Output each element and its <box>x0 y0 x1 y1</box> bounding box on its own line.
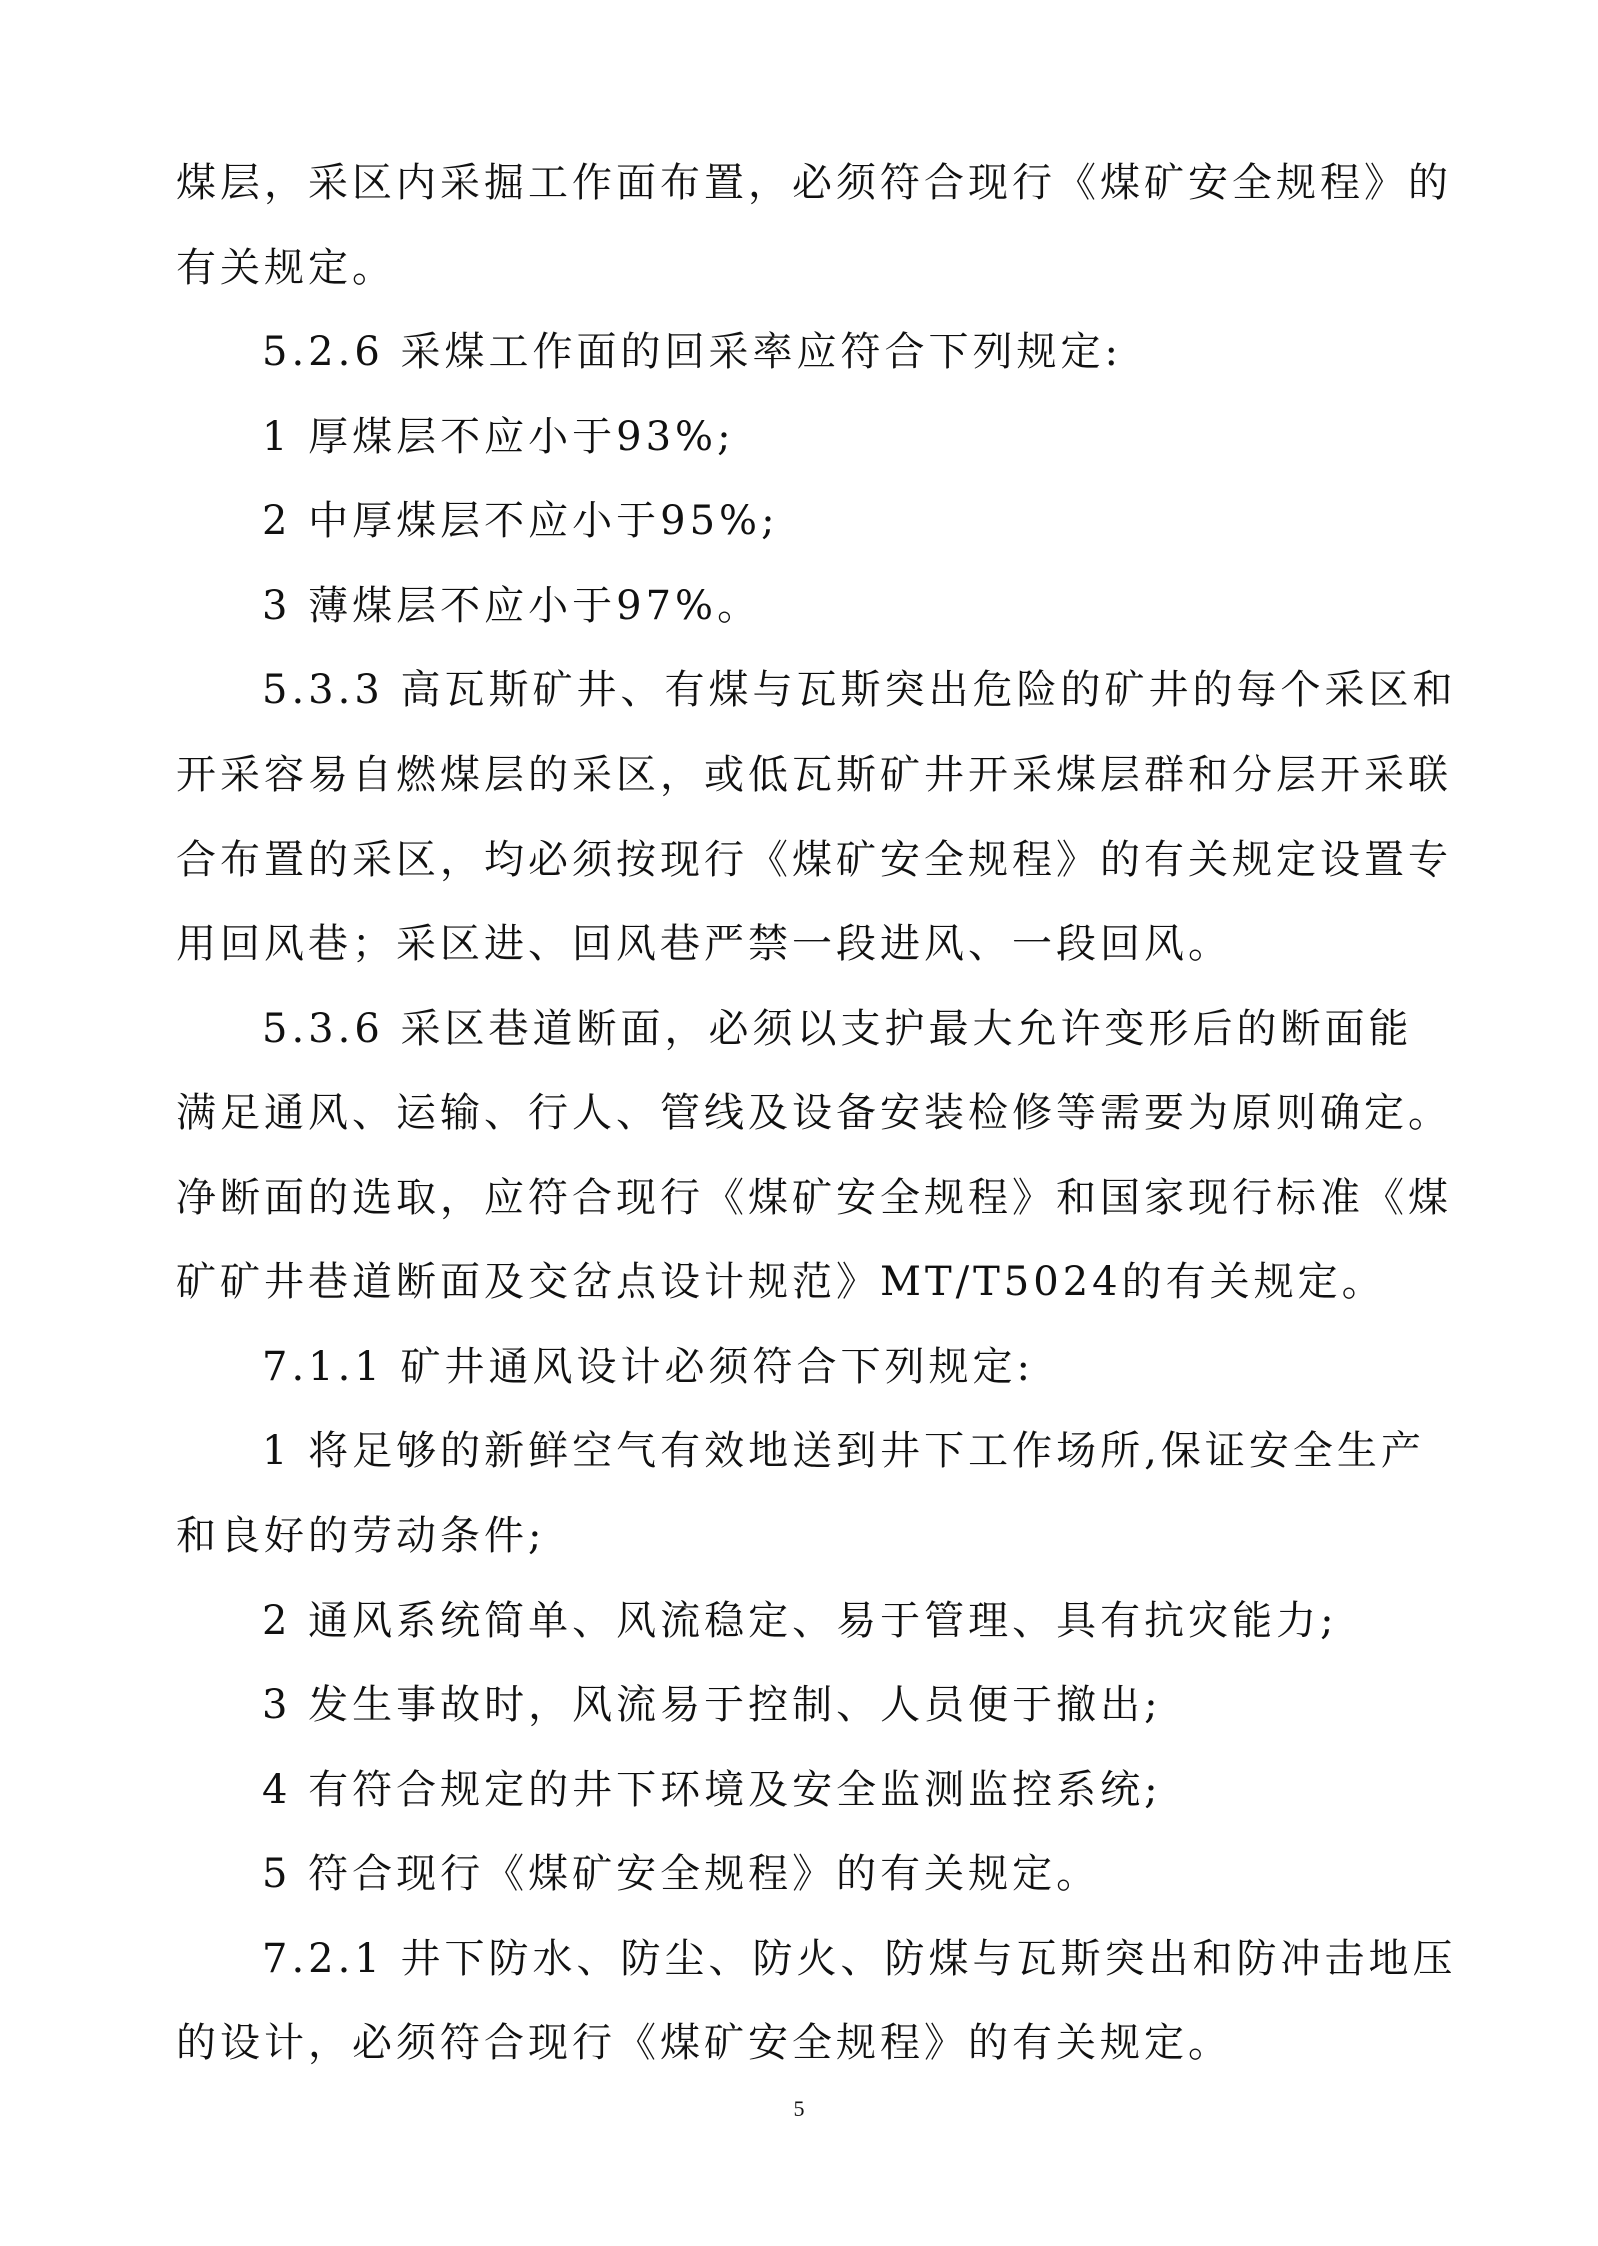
text-line: 煤层，采区内采掘工作面布置，必须符合现行《煤矿安全规程》的 <box>176 160 1452 206</box>
text-line: 3 发生事故时，风流易于控制、人员便于撤出; <box>262 1682 1162 1728</box>
text-line: 的设计，必须符合现行《煤矿安全规程》的有关规定。 <box>176 2020 1232 2066</box>
text-line: 3 薄煤层不应小于97%。 <box>262 583 762 629</box>
text-line: 7.2.1 井下防水、防尘、防火、防煤与瓦斯突出和防冲击地压 <box>262 1936 1457 1982</box>
text-line: 有关规定。 <box>176 245 396 291</box>
text-line: 用回风巷；采区进、回风巷严禁一段进风、一段回风。 <box>176 921 1232 967</box>
text-line: 5.2.6 采煤工作面的回采率应符合下列规定: <box>262 329 1122 375</box>
text-line: 开采容易自燃煤层的采区，或低瓦斯矿井开采煤层群和分层开采联 <box>176 752 1452 798</box>
text-line: 1 将足够的新鲜空气有效地送到井下工作场所,保证安全生产 <box>262 1428 1425 1474</box>
text-line: 4 有符合规定的井下环境及安全监测监控系统; <box>262 1767 1162 1813</box>
text-line: 7.1.1 矿井通风设计必须符合下列规定: <box>262 1344 1034 1390</box>
text-line: 2 通风系统简单、风流稳定、易于管理、具有抗灾能力; <box>262 1598 1338 1644</box>
text-line: 1 厚煤层不应小于93%; <box>262 414 735 460</box>
text-line: 5.3.6 采区巷道断面，必须以支护最大允许变形后的断面能 <box>262 1006 1413 1052</box>
text-line: 净断面的选取，应符合现行《煤矿安全规程》和国家现行标准《煤 <box>176 1175 1452 1221</box>
text-line: 5 符合现行《煤矿安全规程》的有关规定。 <box>262 1851 1101 1897</box>
text-line: 合布置的采区，均必须按现行《煤矿安全规程》的有关规定设置专 <box>176 837 1452 883</box>
page-number: 5 <box>793 2096 805 2121</box>
text-line: 满足通风、运输、行人、管线及设备安装检修等需要为原则确定。 <box>176 1090 1452 1136</box>
text-line: 2 中厚煤层不应小于95%; <box>262 498 779 544</box>
text-line: 和良好的劳动条件; <box>176 1513 546 1559</box>
text-line: 矿矿井巷道断面及交岔点设计规范》MT/T5024的有关规定。 <box>176 1259 1386 1305</box>
text-line: 5.3.3 高瓦斯矿井、有煤与瓦斯突出危险的矿井的每个采区和 <box>262 667 1457 713</box>
